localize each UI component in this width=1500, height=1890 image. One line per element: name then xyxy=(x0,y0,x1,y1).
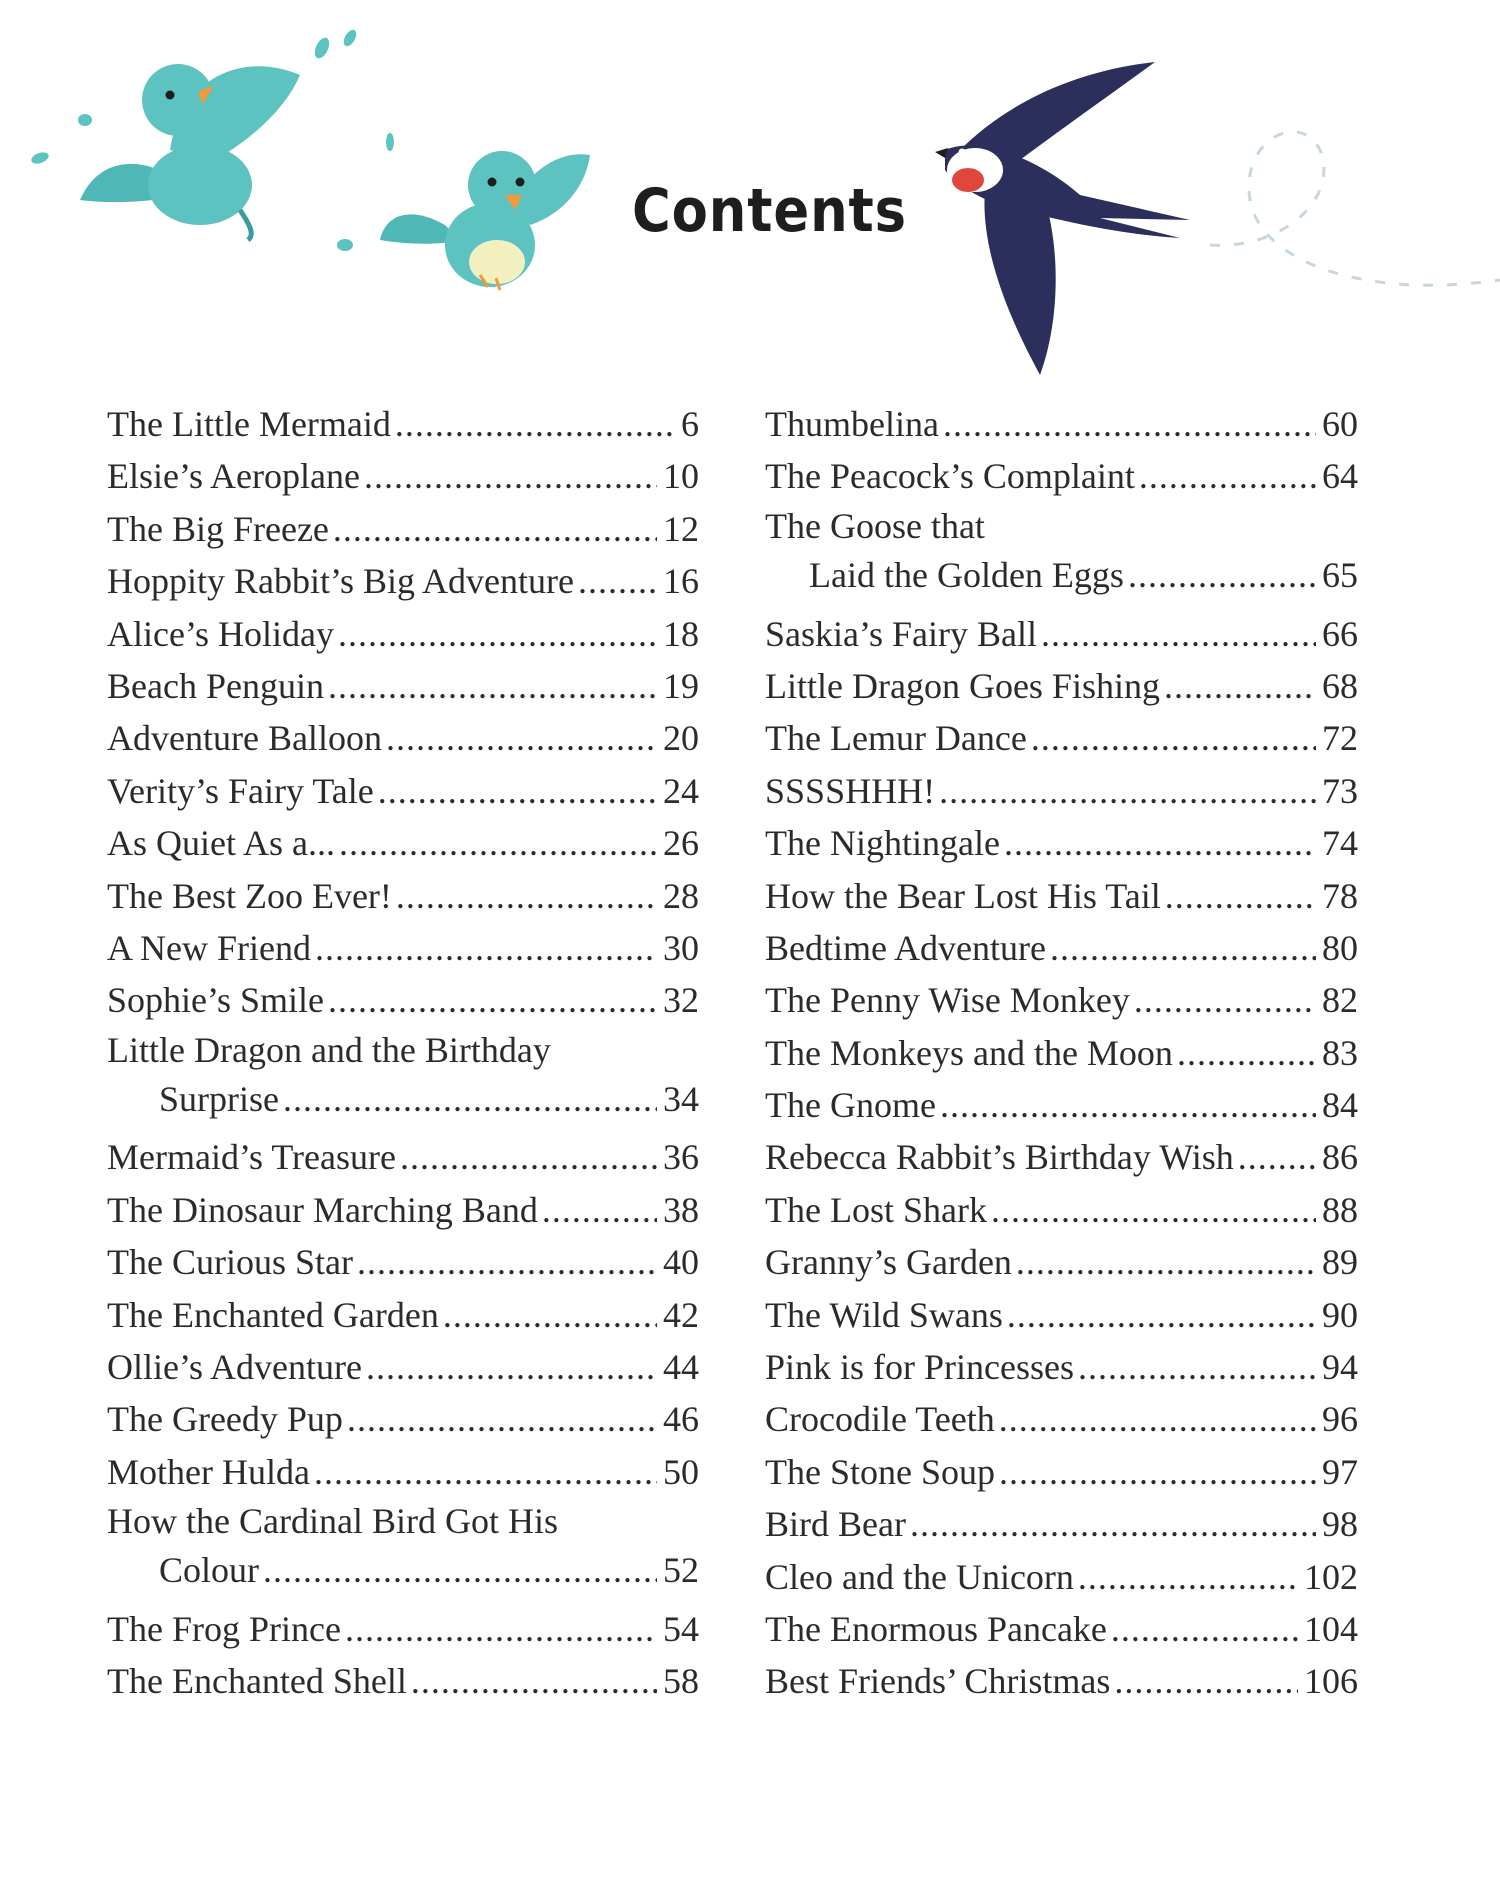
toc-entry[interactable] xyxy=(107,1027,699,1132)
toc-title: Ollie’s Adventure xyxy=(107,1347,362,1388)
toc-page: 96 xyxy=(1322,1399,1358,1440)
toc-title: The Dinosaur Marching Band xyxy=(107,1189,538,1230)
toc-entry[interactable] xyxy=(107,1131,699,1183)
leader-dots xyxy=(1016,1236,1316,1288)
leader-dots xyxy=(314,1446,657,1498)
leader-dots xyxy=(578,555,657,607)
toc-entry[interactable] xyxy=(765,1393,1358,1445)
toc-page: 28 xyxy=(663,875,699,916)
leader-dots xyxy=(1004,817,1316,869)
leader-dots xyxy=(910,1498,1316,1550)
toc-title: Elsie’s Aeroplane xyxy=(107,456,360,497)
leader-dots xyxy=(315,922,657,974)
toc-page: 46 xyxy=(663,1399,699,1440)
toc-page: 30 xyxy=(663,927,699,968)
toc-entry[interactable] xyxy=(107,922,699,974)
toc-page: 50 xyxy=(663,1451,699,1492)
toc-title-continued: Surprise xyxy=(159,1078,279,1119)
leader-dots xyxy=(333,503,657,555)
toc-title: Cleo and the Unicorn xyxy=(765,1556,1074,1597)
toc-entry[interactable] xyxy=(107,398,699,450)
toc-entry[interactable] xyxy=(107,765,699,817)
leader-dots xyxy=(378,765,657,817)
toc-entry[interactable] xyxy=(107,1393,699,1445)
toc-entry[interactable] xyxy=(107,1184,699,1236)
leader-dots xyxy=(1114,1655,1298,1707)
toc-entry[interactable] xyxy=(765,450,1358,502)
toc-entry[interactable] xyxy=(107,1341,699,1393)
toc-page: 12 xyxy=(663,508,699,549)
toc-title: Granny’s Garden xyxy=(765,1242,1012,1283)
toc-page: 32 xyxy=(663,980,699,1021)
toc-title: As Quiet As a... xyxy=(107,823,335,864)
toc-title-continued: Laid the Golden Eggs xyxy=(809,554,1124,595)
toc-page: 44 xyxy=(663,1347,699,1388)
toc-column-right xyxy=(765,398,1358,1708)
leader-dots xyxy=(991,1184,1316,1236)
toc-page: 26 xyxy=(663,823,699,864)
toc-title: The Peacock’s Complaint xyxy=(765,456,1135,497)
toc-page: 54 xyxy=(663,1609,699,1650)
leader-dots xyxy=(283,1073,657,1125)
toc-page: 40 xyxy=(663,1242,699,1283)
leader-dots xyxy=(339,817,657,869)
leader-dots xyxy=(1134,974,1316,1026)
toc-title: How the Bear Lost His Tail xyxy=(765,875,1161,916)
leader-dots xyxy=(542,1184,657,1236)
leader-dots xyxy=(411,1655,657,1707)
toc-entry[interactable] xyxy=(765,870,1358,922)
toc-entry[interactable] xyxy=(765,1027,1358,1079)
toc-entry[interactable] xyxy=(765,1236,1358,1288)
leader-dots xyxy=(366,1341,657,1393)
toc-entry[interactable] xyxy=(107,712,699,764)
toc-title: The Lost Shark xyxy=(765,1189,987,1230)
toc-page: 86 xyxy=(1322,1137,1358,1178)
water-droplets xyxy=(30,28,514,251)
toc-entry[interactable] xyxy=(107,1289,699,1341)
toc-title: The Frog Prince xyxy=(107,1609,341,1650)
toc-page: 38 xyxy=(663,1189,699,1230)
toc-page: 90 xyxy=(1322,1294,1358,1335)
toc-page: 52 xyxy=(663,1550,699,1591)
toc-page: 10 xyxy=(663,456,699,497)
toc-page: 106 xyxy=(1304,1661,1358,1702)
toc-column-left xyxy=(107,398,699,1708)
toc-entry[interactable] xyxy=(107,1603,699,1655)
leader-dots xyxy=(1165,870,1316,922)
toc-page: 42 xyxy=(663,1294,699,1335)
toc-title: Mother Hulda xyxy=(107,1451,310,1492)
toc-title: The Enchanted Garden xyxy=(107,1294,439,1335)
toc-page: 19 xyxy=(663,665,699,706)
toc-entry[interactable] xyxy=(107,817,699,869)
toc-entry[interactable] xyxy=(107,608,699,660)
toc-entry[interactable] xyxy=(107,555,699,607)
toc-page: 73 xyxy=(1322,770,1358,811)
toc-title: The Lemur Dance xyxy=(765,718,1027,759)
leader-dots xyxy=(364,450,657,502)
toc-title: Hoppity Rabbit’s Big Adventure xyxy=(107,561,574,602)
toc-entry[interactable] xyxy=(765,660,1358,712)
toc-entry[interactable] xyxy=(765,1341,1358,1393)
leader-dots xyxy=(1177,1027,1316,1079)
toc-page: 98 xyxy=(1322,1504,1358,1545)
toc-entry[interactable] xyxy=(765,1289,1358,1341)
toc-page: 89 xyxy=(1322,1242,1358,1283)
toc-entry[interactable] xyxy=(765,1551,1358,1603)
toc-entry[interactable] xyxy=(765,1603,1358,1655)
toc-page: 104 xyxy=(1304,1609,1358,1649)
toc-title: How the Cardinal Bird Got His xyxy=(107,1501,558,1542)
leader-dots xyxy=(400,1131,657,1183)
toc-title: The Curious Star xyxy=(107,1242,353,1283)
leader-dots xyxy=(1139,450,1316,502)
leader-dots xyxy=(1050,922,1316,974)
toc-title: The Best Zoo Ever! xyxy=(107,875,392,916)
toc-entry[interactable] xyxy=(107,974,699,1026)
toc-title: Mermaid’s Treasure xyxy=(107,1137,396,1178)
toc-page: 16 xyxy=(663,561,699,602)
toc-page: 18 xyxy=(663,613,699,654)
toc-entry[interactable] xyxy=(765,608,1358,660)
leader-dots xyxy=(939,765,1316,817)
toc-page: 6 xyxy=(681,404,699,444)
leader-dots xyxy=(386,712,657,764)
leader-dots xyxy=(347,1393,657,1445)
toc-page: 84 xyxy=(1322,1085,1358,1126)
leader-dots xyxy=(943,398,1316,450)
toc-page: 74 xyxy=(1322,823,1358,864)
toc-title: Alice’s Holiday xyxy=(107,613,334,654)
toc-title: SSSSHHH! xyxy=(765,770,936,811)
toc-title: Verity’s Fairy Tale xyxy=(107,770,374,811)
toc-title: Pink is for Princesses xyxy=(765,1347,1074,1388)
toc-title: Rebecca Rabbit’s Birthday Wish xyxy=(765,1137,1234,1178)
leader-dots xyxy=(1111,1603,1298,1655)
toc-title: The Goose that xyxy=(765,505,985,546)
toc-title: The Monkeys and the Moon xyxy=(765,1032,1173,1073)
toc-page: 88 xyxy=(1322,1189,1358,1230)
toc-entry[interactable] xyxy=(765,1131,1358,1183)
toc-title: Thumbelina xyxy=(765,404,939,444)
toc-page: 68 xyxy=(1322,665,1358,706)
leader-dots xyxy=(1007,1289,1316,1341)
toc-title: Saskia’s Fairy Ball xyxy=(765,613,1037,654)
toc-title: Best Friends’ Christmas xyxy=(765,1661,1111,1702)
toc-title: The Nightingale xyxy=(765,823,1000,864)
toc-entry[interactable] xyxy=(765,503,1358,608)
toc-entry[interactable] xyxy=(765,712,1358,764)
leader-dots xyxy=(396,870,657,922)
toc-title: Bedtime Adventure xyxy=(765,927,1046,968)
toc-title: The Penny Wise Monkey xyxy=(765,980,1130,1021)
toc-page: 72 xyxy=(1322,718,1358,759)
leader-dots xyxy=(1041,608,1316,660)
toc-entry[interactable] xyxy=(765,1184,1358,1236)
leader-dots xyxy=(443,1289,657,1341)
leader-dots xyxy=(328,974,657,1026)
leader-dots xyxy=(1164,660,1316,712)
leader-dots xyxy=(395,398,675,450)
toc-entry[interactable] xyxy=(107,450,699,502)
toc-title: The Wild Swans xyxy=(765,1294,1003,1335)
toc-entry[interactable] xyxy=(107,1498,699,1603)
toc-page: 20 xyxy=(663,718,699,759)
page-title: Contents xyxy=(632,176,907,246)
leader-dots xyxy=(263,1544,657,1596)
toc-page: 58 xyxy=(663,1661,699,1702)
toc-title: Little Dragon Goes Fishing xyxy=(765,665,1160,706)
toc-entry[interactable] xyxy=(765,817,1358,869)
toc-title: Little Dragon and the Birthday xyxy=(107,1029,551,1070)
flight-path-icon xyxy=(1210,132,1500,285)
toc-entry[interactable] xyxy=(107,1236,699,1288)
toc-page: 64 xyxy=(1322,456,1358,497)
leader-dots xyxy=(357,1236,657,1288)
toc-title: Beach Penguin xyxy=(107,665,324,706)
toc-page: 60 xyxy=(1322,404,1358,444)
leader-dots xyxy=(940,1079,1316,1131)
toc-entry[interactable] xyxy=(765,398,1358,450)
toc-title-continued: Colour xyxy=(159,1550,260,1591)
toc-entry[interactable] xyxy=(765,1498,1358,1550)
leader-dots xyxy=(1078,1341,1316,1393)
toc-page: 24 xyxy=(663,770,699,811)
toc-page: 83 xyxy=(1322,1032,1358,1073)
toc-entry[interactable] xyxy=(107,1446,699,1498)
leader-dots xyxy=(345,1603,657,1655)
toc-title: A New Friend xyxy=(107,927,311,968)
toc-page: 94 xyxy=(1322,1347,1358,1388)
bluebird-right-icon xyxy=(380,151,590,290)
leader-dots xyxy=(999,1446,1316,1498)
toc-entry[interactable] xyxy=(107,660,699,712)
toc-page: 82 xyxy=(1322,980,1358,1021)
leader-dots xyxy=(328,660,657,712)
toc-page: 36 xyxy=(663,1137,699,1178)
toc-page: 78 xyxy=(1322,875,1358,916)
toc-page: 66 xyxy=(1322,613,1358,654)
toc-page: 34 xyxy=(663,1078,699,1119)
toc-page: 65 xyxy=(1322,554,1358,595)
leader-dots xyxy=(1078,1551,1298,1603)
toc-entry[interactable] xyxy=(765,765,1358,817)
leader-dots xyxy=(1031,712,1316,764)
toc-title: The Enchanted Shell xyxy=(107,1661,407,1702)
toc-entry[interactable] xyxy=(765,1655,1358,1707)
toc-title: The Big Freeze xyxy=(107,508,329,549)
toc-page: 80 xyxy=(1322,927,1358,968)
leader-dots xyxy=(1128,549,1316,601)
toc-title: The Little Mermaid xyxy=(107,404,391,444)
toc-title: The Gnome xyxy=(765,1085,936,1126)
swallow-icon xyxy=(935,62,1190,375)
toc-page: 97 xyxy=(1322,1451,1358,1492)
toc-title: Adventure Balloon xyxy=(107,718,382,759)
toc-title: The Greedy Pup xyxy=(107,1399,343,1440)
toc-entry[interactable] xyxy=(107,503,699,555)
toc-title: The Stone Soup xyxy=(765,1451,995,1492)
toc-title: The Enormous Pancake xyxy=(765,1609,1107,1649)
leader-dots xyxy=(1238,1131,1316,1183)
toc-entry[interactable] xyxy=(765,1079,1358,1131)
leader-dots xyxy=(999,1393,1316,1445)
toc-page: 102 xyxy=(1304,1556,1358,1597)
toc-entry[interactable] xyxy=(107,1655,699,1707)
leader-dots xyxy=(338,608,657,660)
toc-title: Bird Bear xyxy=(765,1504,906,1545)
toc-entry[interactable] xyxy=(765,1446,1358,1498)
toc-entry[interactable] xyxy=(765,974,1358,1026)
toc-entry[interactable] xyxy=(765,922,1358,974)
bluebird-left-icon xyxy=(80,64,300,240)
toc-entry[interactable] xyxy=(107,870,699,922)
toc-title: Crocodile Teeth xyxy=(765,1399,995,1440)
toc-title: Sophie’s Smile xyxy=(107,980,325,1021)
